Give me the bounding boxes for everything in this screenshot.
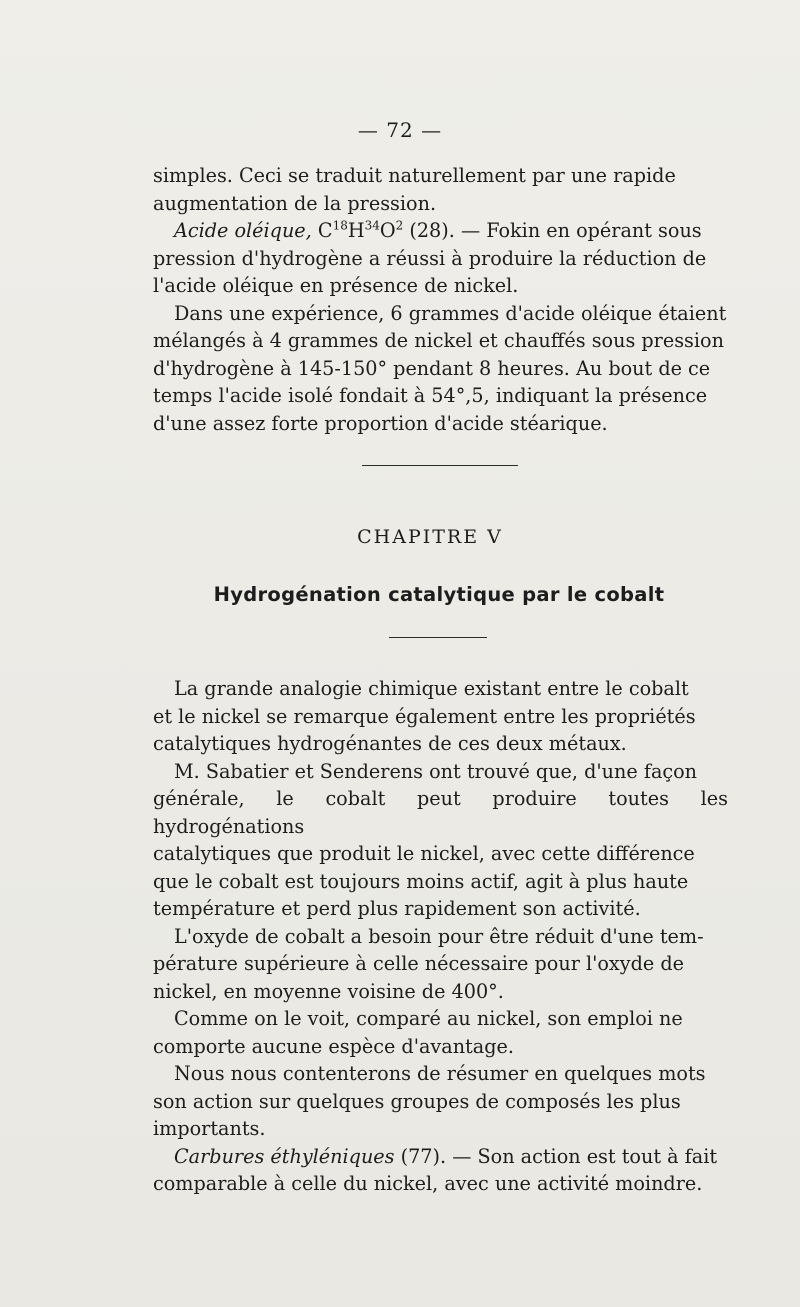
text-line: son action sur quelques groupes de composés les plus — [153, 1089, 681, 1113]
paragraph-experiment — [153, 300, 728, 438]
paragraph-oleic-acid — [153, 217, 728, 300]
paragraph-continuation — [153, 162, 728, 217]
text-line: La grande analogie chimique existant entre le cobalt — [174, 677, 689, 700]
text-line: — Fokin en opérant sous — [460, 219, 702, 242]
reference-number: (28). — [409, 219, 455, 242]
page-number: — 72 — — [357, 118, 443, 142]
text-line: simples. Ceci se traduit naturellement par une rapide — [153, 164, 676, 187]
text-line: Dans une expérience, 6 grammes d'acide oléique étaient — [174, 301, 727, 325]
text-line: d'une assez forte proportion d'acide stéarique. — [153, 411, 608, 435]
text-line: et le nickel se remarque également entre les propriétés — [153, 704, 696, 728]
section-title-ethylenic: Carbures éthyléniques — [174, 1144, 395, 1168]
chemical-formula: $C^{18}H^{34}O^2$ — [317, 218, 404, 242]
chapter-heading: Hydrogénation catalytique par le cobalt — [213, 583, 665, 606]
text-line: augmentation de la pression. — [153, 191, 437, 215]
text-line: — Son action est tout à fait — [452, 1144, 718, 1168]
paragraph-oxide — [153, 923, 728, 1006]
text-line: que le cobalt est toujours moins actif, agit à plus haute — [153, 869, 689, 893]
chapter-title: CHAPITRE V — [357, 526, 503, 548]
section-divider — [362, 465, 518, 466]
text-line: pérature supérieure à celle nécessaire pour l'oxyde de — [153, 952, 684, 975]
top-text-block — [153, 162, 728, 437]
text-line: Nous nous contenterons de résumer en quelques mots — [174, 1062, 706, 1085]
section-title-oleic-acid: Acide oléique, — [174, 219, 312, 242]
text-line: catalytiques hydrogénantes de ces deux métaux. — [153, 732, 627, 755]
text-line: l'acide oléique en présence de nickel. — [153, 274, 519, 297]
text-line: mélangés à 4 grammes de nickel et chauffés sous pression — [153, 329, 724, 352]
text-line: L'oxyde de cobalt a besoin pour être réduit d'une tem- — [174, 924, 704, 948]
text-line: comparable à celle du nickel, avec une activité moindre. — [153, 1172, 703, 1195]
text-line: Comme on le voit, comparé au nickel, son emploi ne — [174, 1007, 683, 1030]
paragraph-ethylenic — [153, 1143, 728, 1198]
text-line: M. Sabatier et Senderens ont trouvé que, d'une façon — [174, 759, 698, 783]
paragraph-summary — [153, 1060, 728, 1143]
text-line: catalytiques que produit le nickel, avec cette différence — [153, 842, 695, 865]
text-line: pression d'hydrogène a réussi à produire la réduction de — [153, 246, 707, 270]
text-line: température et perd plus rapidement son activité. — [153, 897, 641, 920]
paragraph-analogy — [153, 675, 728, 758]
reference-number: (77). — [400, 1144, 447, 1168]
text-line: temps l'acide isolé fondait à 54°,5, indiquant la présence — [153, 384, 708, 407]
text-line: importants. — [153, 1117, 266, 1140]
text-line: générale, le cobalt peut produire toutes les hydrogénations — [153, 787, 728, 838]
paragraph-comparison — [153, 1005, 728, 1060]
text-line: nickel, en moyenne voisine de 400°. — [153, 979, 504, 1003]
heading-divider — [389, 637, 487, 638]
text-line: comporte aucune espèce d'avantage. — [153, 1034, 514, 1058]
paragraph-sabatier — [153, 758, 728, 923]
text-line: d'hydrogène à 145-150° pendant 8 heures. Au bout de ce — [153, 356, 711, 380]
chapter-text-block — [153, 675, 728, 1198]
